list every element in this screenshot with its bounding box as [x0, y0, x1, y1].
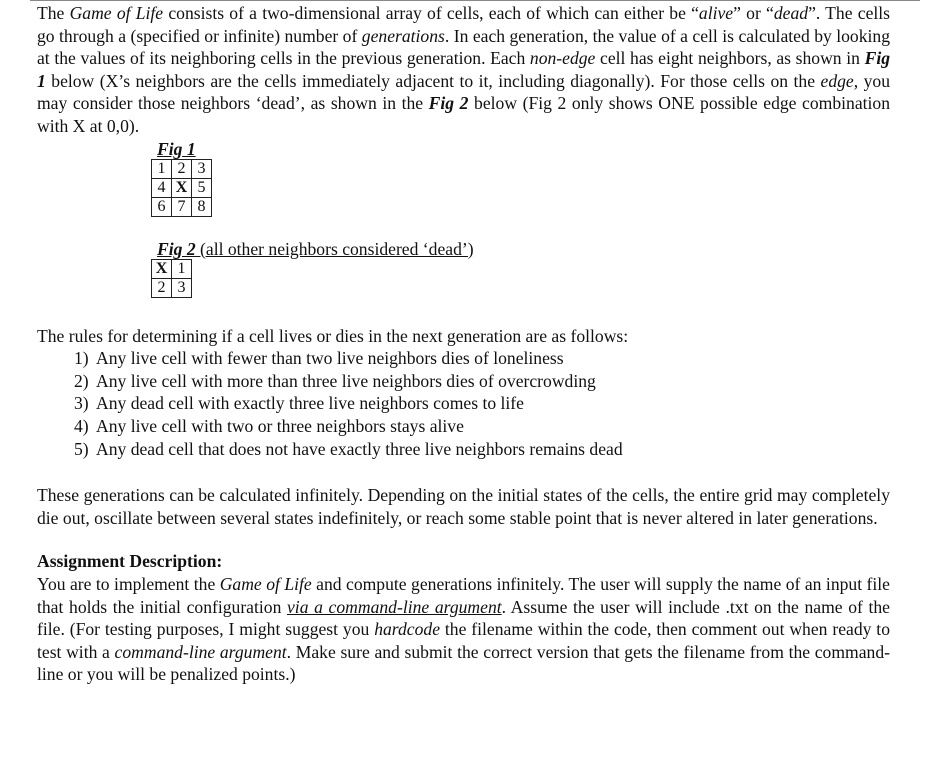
- grid-cell: 1: [172, 259, 192, 278]
- grid-cell: 4: [152, 178, 172, 197]
- assignment-section: [37, 550, 890, 686]
- grid-cell: 7: [172, 197, 192, 216]
- rule-item: 3) Any dead cell with exactly three live neighbors comes to life: [74, 393, 524, 414]
- fig1-title: Fig 1: [157, 138, 196, 159]
- intro-paragraph: The Game of Life consists of a two-dimensional array of cells, each of which can either be “alive” or “dead”. The cells go through a (specified or infinite) number of generations. In each generation, the value of a cell is calculated by looking at the values of its neighboring cells in the previous generation. Each non-edge cell has eight neighbors, as shown in Fig 1 below (X’s neighbors are the cells immediately adjacent to it, including diagonally). For those cells on the edge, you may consider those neighbors ‘dead’, as shown in the Fig 2 below (Fig 2 only shows ONE possible edge combination with X at 0,0).: [37, 3, 890, 136]
- grid-cell-x: X: [172, 178, 192, 197]
- grid-cell: 6: [152, 197, 172, 216]
- rule-item: 5) Any dead cell that does not have exactly three live neighbors remains dead: [74, 438, 623, 459]
- grid-cell: 3: [172, 278, 192, 297]
- fig2-grid: [151, 259, 192, 298]
- assignment-heading: Assignment Description:: [37, 551, 223, 572]
- figure-2: [157, 239, 890, 298]
- rules-intro: The rules for determining if a cell lives or dies in the next generation are as follows:: [37, 325, 629, 346]
- top-rule: [30, 0, 920, 1]
- rule-item: 2) Any live cell with more than three live neighbors dies of overcrowding: [74, 370, 596, 391]
- grid-cell: 3: [192, 159, 212, 178]
- rules-list: [74, 347, 890, 460]
- rule-item: 1) Any live cell with fewer than two live neighbors dies of loneliness: [74, 348, 564, 369]
- grid-cell: 1: [152, 159, 172, 178]
- figure-1: [157, 139, 890, 217]
- rule-item: 4) Any live cell with two or three neighbors stays alive: [74, 415, 464, 436]
- fig2-note: (all other neighbors considered ‘dead’): [195, 238, 474, 259]
- grid-cell: 5: [192, 178, 212, 197]
- fig1-grid: [151, 159, 212, 217]
- grid-cell: 8: [192, 197, 212, 216]
- grid-cell: 2: [152, 278, 172, 297]
- assignment-paragraph: You are to implement the Game of Life and compute generations infinitely. The user will supply the name of an input file that holds the initial configuration via a command-line argument. Assume the user will include .txt on the name of the file. (For testing purposes, I might suggest you hardcode the filename within the code, then comment out when ready to test with a command-line argument. Make sure and submit the correct version that gets the filename from the command-line or you will be penalized points.): [37, 573, 890, 685]
- document-page: [37, 2, 890, 686]
- grid-cell-x: X: [152, 259, 172, 278]
- fig2-title: Fig 2 (all other neighbors considered ‘dead’): [157, 238, 474, 259]
- infinite-paragraph: These generations can be calculated infinitely. Depending on the initial states of the cells, the entire grid may completely die out, oscillate between several states indefinitely, or reach some stable point that is never altered in later generations.: [37, 485, 890, 528]
- grid-cell: 2: [172, 159, 192, 178]
